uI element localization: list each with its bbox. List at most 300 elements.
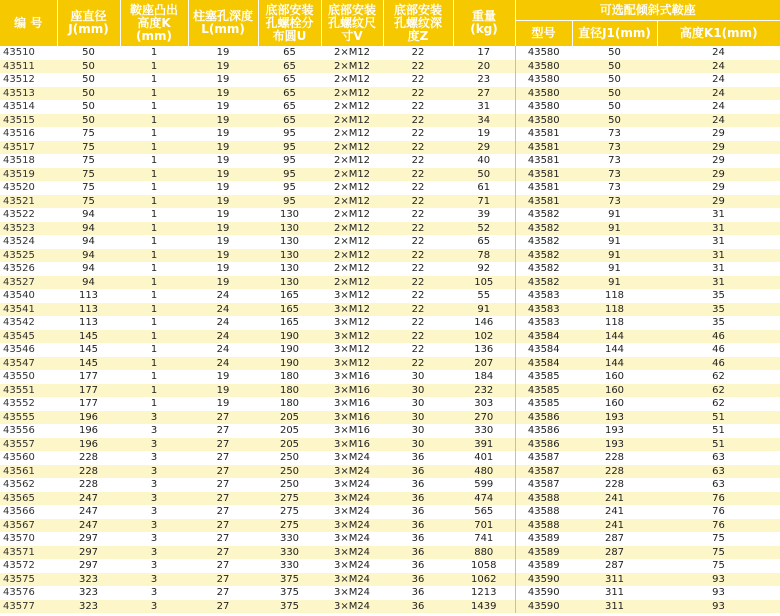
cell-optional-height: 75 (657, 532, 780, 546)
cell-diameter: 297 (57, 559, 120, 573)
cell-mount-circle: 205 (258, 424, 321, 438)
table-row (0, 505, 780, 519)
cell-optional-diameter: 241 (572, 505, 657, 519)
cell-weight: 1439 (453, 600, 515, 614)
cell-diameter: 145 (57, 357, 120, 371)
cell-hole-depth: 27 (188, 438, 258, 452)
cell-thread-depth: 22 (383, 46, 453, 60)
cell-thread-size: 2×M12 (321, 141, 383, 155)
cell-weight: 391 (453, 438, 515, 452)
cell-diameter: 196 (57, 424, 120, 438)
cell-mount-circle: 275 (258, 492, 321, 506)
cell-code: 43521 (0, 195, 57, 209)
cell-hole-depth: 19 (188, 276, 258, 290)
cell-code: 43557 (0, 438, 57, 452)
cell-weight: 880 (453, 546, 515, 560)
cell-height: 3 (120, 532, 188, 546)
cell-weight: 19 (453, 127, 515, 141)
cell-hole-depth: 19 (188, 262, 258, 276)
cell-weight: 29 (453, 141, 515, 155)
cell-optional-height: 29 (657, 168, 780, 182)
cell-diameter: 297 (57, 532, 120, 546)
cell-diameter: 196 (57, 438, 120, 452)
cell-hole-depth: 24 (188, 303, 258, 317)
cell-weight: 105 (453, 276, 515, 290)
cell-weight: 270 (453, 411, 515, 425)
cell-thread-depth: 36 (383, 573, 453, 587)
cell-thread-size: 3×M12 (321, 303, 383, 317)
table-row (0, 168, 780, 182)
cell-height: 1 (120, 384, 188, 398)
cell-code: 43567 (0, 519, 57, 533)
cell-mount-circle: 205 (258, 438, 321, 452)
cell-diameter: 94 (57, 262, 120, 276)
cell-code: 43540 (0, 289, 57, 303)
cell-optional-diameter: 241 (572, 492, 657, 506)
cell-thread-depth: 36 (383, 465, 453, 479)
cell-hole-depth: 27 (188, 573, 258, 587)
cell-thread-depth: 36 (383, 586, 453, 600)
table-row (0, 73, 780, 87)
cell-optional-diameter: 287 (572, 546, 657, 560)
table-row (0, 370, 780, 384)
cell-diameter: 50 (57, 87, 120, 101)
cell-optional-diameter: 241 (572, 519, 657, 533)
cell-optional-model: 43587 (515, 451, 572, 465)
cell-code: 43522 (0, 208, 57, 222)
cell-optional-diameter: 91 (572, 276, 657, 290)
cell-diameter: 323 (57, 586, 120, 600)
cell-thread-depth: 30 (383, 384, 453, 398)
cell-weight: 701 (453, 519, 515, 533)
cell-optional-height: 76 (657, 519, 780, 533)
cell-hole-depth: 27 (188, 411, 258, 425)
cell-height: 3 (120, 586, 188, 600)
cell-thread-size: 3×M24 (321, 532, 383, 546)
cell-diameter: 177 (57, 384, 120, 398)
table-row (0, 478, 780, 492)
cell-code: 43519 (0, 168, 57, 182)
cell-mount-circle: 375 (258, 586, 321, 600)
cell-optional-height: 29 (657, 141, 780, 155)
header-optional-group: 可选配倾斜式鞍座 (515, 0, 780, 21)
cell-optional-model: 43589 (515, 546, 572, 560)
cell-optional-diameter: 50 (572, 46, 657, 60)
table-body (0, 46, 780, 613)
cell-weight: 27 (453, 87, 515, 101)
cell-height: 3 (120, 451, 188, 465)
cell-optional-height: 31 (657, 276, 780, 290)
cell-optional-diameter: 73 (572, 127, 657, 141)
cell-mount-circle: 275 (258, 519, 321, 533)
cell-code: 43546 (0, 343, 57, 357)
cell-mount-circle: 65 (258, 87, 321, 101)
cell-optional-model: 43582 (515, 249, 572, 263)
cell-diameter: 50 (57, 60, 120, 74)
table-row (0, 60, 780, 74)
cell-mount-circle: 180 (258, 384, 321, 398)
cell-optional-model: 43580 (515, 46, 572, 60)
table-row (0, 451, 780, 465)
cell-optional-model: 43588 (515, 492, 572, 506)
cell-mount-circle: 250 (258, 465, 321, 479)
cell-optional-height: 76 (657, 505, 780, 519)
table-row (0, 46, 780, 60)
cell-thread-depth: 30 (383, 397, 453, 411)
cell-height: 3 (120, 424, 188, 438)
cell-optional-model: 43590 (515, 573, 572, 587)
cell-mount-circle: 130 (258, 222, 321, 236)
cell-thread-depth: 36 (383, 600, 453, 614)
cell-optional-model: 43589 (515, 532, 572, 546)
cell-mount-circle: 375 (258, 600, 321, 614)
cell-height: 1 (120, 100, 188, 114)
header-thread-size: 底部安装 孔螺纹尺 寸V (321, 0, 383, 46)
cell-height: 1 (120, 397, 188, 411)
cell-height: 1 (120, 73, 188, 87)
cell-optional-model: 43585 (515, 370, 572, 384)
cell-thread-depth: 36 (383, 492, 453, 506)
cell-optional-diameter: 50 (572, 87, 657, 101)
cell-hole-depth: 19 (188, 87, 258, 101)
cell-optional-height: 29 (657, 195, 780, 209)
header-thread-depth: 底部安装 孔螺纹深 度Z (383, 0, 453, 46)
table-row (0, 424, 780, 438)
table-row (0, 181, 780, 195)
cell-thread-size: 2×M12 (321, 168, 383, 182)
cell-mount-circle: 180 (258, 397, 321, 411)
cell-weight: 474 (453, 492, 515, 506)
cell-code: 43547 (0, 357, 57, 371)
cell-hole-depth: 27 (188, 465, 258, 479)
cell-diameter: 247 (57, 519, 120, 533)
cell-weight: 1062 (453, 573, 515, 587)
cell-thread-size: 3×M24 (321, 478, 383, 492)
cell-code: 43560 (0, 451, 57, 465)
cell-code: 43511 (0, 60, 57, 74)
cell-hole-depth: 19 (188, 208, 258, 222)
cell-code: 43566 (0, 505, 57, 519)
cell-hole-depth: 27 (188, 586, 258, 600)
cell-optional-height: 24 (657, 100, 780, 114)
cell-hole-depth: 24 (188, 330, 258, 344)
cell-optional-diameter: 193 (572, 438, 657, 452)
cell-diameter: 177 (57, 370, 120, 384)
cell-optional-height: 51 (657, 438, 780, 452)
cell-diameter: 75 (57, 141, 120, 155)
cell-thread-depth: 22 (383, 114, 453, 128)
table-row (0, 397, 780, 411)
cell-hole-depth: 27 (188, 546, 258, 560)
cell-weight: 50 (453, 168, 515, 182)
cell-optional-model: 43585 (515, 384, 572, 398)
cell-thread-depth: 22 (383, 60, 453, 74)
cell-mount-circle: 165 (258, 316, 321, 330)
cell-thread-depth: 22 (383, 73, 453, 87)
cell-thread-size: 3×M12 (321, 357, 383, 371)
table-row (0, 195, 780, 209)
cell-diameter: 228 (57, 465, 120, 479)
cell-hole-depth: 19 (188, 195, 258, 209)
cell-weight: 55 (453, 289, 515, 303)
cell-thread-depth: 22 (383, 357, 453, 371)
table-row (0, 438, 780, 452)
cell-height: 1 (120, 60, 188, 74)
cell-hole-depth: 27 (188, 559, 258, 573)
cell-optional-diameter: 73 (572, 168, 657, 182)
cell-optional-model: 43582 (515, 222, 572, 236)
cell-optional-model: 43587 (515, 465, 572, 479)
cell-mount-circle: 95 (258, 154, 321, 168)
cell-optional-height: 46 (657, 343, 780, 357)
cell-thread-size: 3×M16 (321, 397, 383, 411)
cell-mount-circle: 130 (258, 208, 321, 222)
table-row (0, 586, 780, 600)
cell-height: 3 (120, 519, 188, 533)
cell-optional-model: 43580 (515, 60, 572, 74)
cell-weight: 17 (453, 46, 515, 60)
table-row (0, 357, 780, 371)
cell-code: 43520 (0, 181, 57, 195)
cell-diameter: 94 (57, 276, 120, 290)
cell-optional-diameter: 160 (572, 397, 657, 411)
cell-diameter: 228 (57, 478, 120, 492)
cell-optional-model: 43589 (515, 559, 572, 573)
table-row (0, 222, 780, 236)
cell-optional-diameter: 311 (572, 600, 657, 614)
cell-thread-depth: 22 (383, 276, 453, 290)
cell-hole-depth: 19 (188, 235, 258, 249)
cell-thread-depth: 22 (383, 330, 453, 344)
cell-optional-height: 24 (657, 60, 780, 74)
table-row (0, 492, 780, 506)
cell-thread-depth: 36 (383, 519, 453, 533)
cell-thread-depth: 36 (383, 478, 453, 492)
cell-optional-height: 93 (657, 600, 780, 614)
cell-diameter: 75 (57, 181, 120, 195)
cell-optional-height: 63 (657, 478, 780, 492)
cell-weight: 599 (453, 478, 515, 492)
cell-mount-circle: 95 (258, 181, 321, 195)
cell-mount-circle: 95 (258, 127, 321, 141)
cell-code: 43576 (0, 586, 57, 600)
cell-weight: 31 (453, 100, 515, 114)
cell-thread-depth: 22 (383, 262, 453, 276)
cell-thread-depth: 22 (383, 303, 453, 317)
cell-optional-model: 43581 (515, 141, 572, 155)
cell-height: 3 (120, 492, 188, 506)
cell-height: 1 (120, 276, 188, 290)
cell-height: 3 (120, 438, 188, 452)
cell-diameter: 228 (57, 451, 120, 465)
cell-thread-size: 3×M24 (321, 573, 383, 587)
cell-optional-height: 24 (657, 114, 780, 128)
cell-weight: 39 (453, 208, 515, 222)
cell-optional-diameter: 50 (572, 114, 657, 128)
cell-optional-height: 51 (657, 424, 780, 438)
cell-optional-diameter: 311 (572, 586, 657, 600)
cell-optional-model: 43582 (515, 208, 572, 222)
cell-hole-depth: 19 (188, 384, 258, 398)
cell-thread-depth: 22 (383, 316, 453, 330)
cell-diameter: 177 (57, 397, 120, 411)
cell-thread-depth: 22 (383, 195, 453, 209)
table-header (0, 0, 780, 46)
cell-hole-depth: 24 (188, 289, 258, 303)
cell-thread-size: 3×M24 (321, 465, 383, 479)
cell-thread-size: 2×M12 (321, 60, 383, 74)
cell-mount-circle: 130 (258, 249, 321, 263)
cell-optional-height: 93 (657, 586, 780, 600)
cell-thread-size: 3×M12 (321, 330, 383, 344)
cell-thread-size: 2×M12 (321, 181, 383, 195)
cell-optional-height: 75 (657, 546, 780, 560)
cell-optional-diameter: 144 (572, 343, 657, 357)
cell-height: 1 (120, 357, 188, 371)
cell-mount-circle: 95 (258, 168, 321, 182)
cell-optional-model: 43588 (515, 505, 572, 519)
cell-weight: 146 (453, 316, 515, 330)
cell-height: 1 (120, 154, 188, 168)
cell-hole-depth: 19 (188, 222, 258, 236)
cell-thread-depth: 22 (383, 235, 453, 249)
table-row (0, 249, 780, 263)
cell-optional-diameter: 228 (572, 478, 657, 492)
header-optional-diameter: 直径J1(mm) (572, 21, 657, 47)
cell-code: 43570 (0, 532, 57, 546)
cell-diameter: 113 (57, 316, 120, 330)
cell-optional-diameter: 91 (572, 249, 657, 263)
cell-hole-depth: 19 (188, 100, 258, 114)
cell-optional-height: 29 (657, 127, 780, 141)
cell-diameter: 75 (57, 127, 120, 141)
table-row (0, 276, 780, 290)
cell-hole-depth: 27 (188, 600, 258, 614)
table-row (0, 465, 780, 479)
cell-hole-depth: 19 (188, 370, 258, 384)
cell-mount-circle: 375 (258, 573, 321, 587)
cell-weight: 92 (453, 262, 515, 276)
cell-hole-depth: 19 (188, 60, 258, 74)
cell-thread-depth: 22 (383, 100, 453, 114)
cell-optional-height: 62 (657, 397, 780, 411)
cell-code: 43541 (0, 303, 57, 317)
cell-optional-diameter: 160 (572, 370, 657, 384)
cell-thread-size: 3×M24 (321, 559, 383, 573)
cell-diameter: 75 (57, 168, 120, 182)
cell-thread-size: 2×M12 (321, 87, 383, 101)
cell-mount-circle: 95 (258, 141, 321, 155)
cell-mount-circle: 95 (258, 195, 321, 209)
cell-thread-size: 2×M12 (321, 114, 383, 128)
cell-optional-diameter: 91 (572, 208, 657, 222)
cell-optional-model: 43587 (515, 478, 572, 492)
cell-mount-circle: 65 (258, 100, 321, 114)
cell-hole-depth: 24 (188, 357, 258, 371)
cell-optional-height: 35 (657, 316, 780, 330)
cell-hole-depth: 19 (188, 168, 258, 182)
cell-code: 43512 (0, 73, 57, 87)
cell-optional-diameter: 160 (572, 384, 657, 398)
cell-weight: 65 (453, 235, 515, 249)
cell-mount-circle: 65 (258, 114, 321, 128)
cell-hole-depth: 27 (188, 478, 258, 492)
table-row (0, 262, 780, 276)
cell-hole-depth: 24 (188, 343, 258, 357)
cell-optional-model: 43583 (515, 303, 572, 317)
cell-diameter: 145 (57, 330, 120, 344)
cell-height: 1 (120, 222, 188, 236)
cell-weight: 1058 (453, 559, 515, 573)
cell-thread-depth: 30 (383, 370, 453, 384)
cell-thread-depth: 22 (383, 154, 453, 168)
cell-weight: 23 (453, 73, 515, 87)
cell-optional-model: 43581 (515, 181, 572, 195)
cell-height: 1 (120, 168, 188, 182)
cell-diameter: 50 (57, 100, 120, 114)
cell-optional-model: 43581 (515, 154, 572, 168)
header-optional-model: 型号 (515, 21, 572, 47)
cell-optional-model: 43581 (515, 168, 572, 182)
cell-mount-circle: 165 (258, 289, 321, 303)
cell-optional-diameter: 73 (572, 195, 657, 209)
cell-optional-diameter: 118 (572, 303, 657, 317)
cell-optional-height: 31 (657, 249, 780, 263)
cell-weight: 78 (453, 249, 515, 263)
cell-diameter: 75 (57, 195, 120, 209)
cell-code: 43575 (0, 573, 57, 587)
cell-hole-depth: 19 (188, 46, 258, 60)
cell-diameter: 323 (57, 600, 120, 614)
cell-weight: 232 (453, 384, 515, 398)
cell-height: 1 (120, 316, 188, 330)
cell-optional-height: 31 (657, 235, 780, 249)
table-row (0, 114, 780, 128)
cell-diameter: 94 (57, 222, 120, 236)
cell-code: 43577 (0, 600, 57, 614)
cell-optional-model: 43586 (515, 424, 572, 438)
cell-code: 43555 (0, 411, 57, 425)
table-row (0, 330, 780, 344)
cell-thread-depth: 36 (383, 451, 453, 465)
cell-hole-depth: 27 (188, 424, 258, 438)
cell-optional-model: 43582 (515, 276, 572, 290)
cell-optional-diameter: 193 (572, 424, 657, 438)
cell-optional-diameter: 118 (572, 289, 657, 303)
cell-optional-diameter: 118 (572, 316, 657, 330)
cell-optional-model: 43590 (515, 600, 572, 614)
cell-thread-depth: 22 (383, 87, 453, 101)
cell-diameter: 50 (57, 73, 120, 87)
cell-mount-circle: 190 (258, 343, 321, 357)
cell-optional-height: 24 (657, 46, 780, 60)
cell-code: 43571 (0, 546, 57, 560)
cell-optional-height: 93 (657, 573, 780, 587)
cell-weight: 303 (453, 397, 515, 411)
cell-optional-model: 43582 (515, 262, 572, 276)
cell-weight: 184 (453, 370, 515, 384)
cell-diameter: 75 (57, 154, 120, 168)
cell-optional-model: 43590 (515, 586, 572, 600)
cell-hole-depth: 19 (188, 397, 258, 411)
cell-weight: 480 (453, 465, 515, 479)
table-row (0, 127, 780, 141)
cell-optional-height: 24 (657, 73, 780, 87)
cell-thread-depth: 30 (383, 411, 453, 425)
cell-thread-size: 3×M12 (321, 289, 383, 303)
cell-height: 3 (120, 573, 188, 587)
cell-mount-circle: 330 (258, 559, 321, 573)
